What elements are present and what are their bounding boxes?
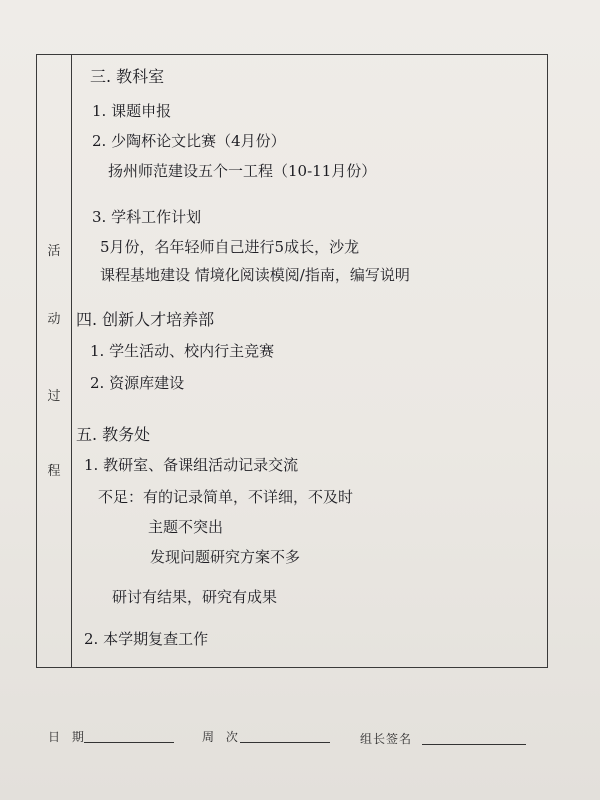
- label-column: [37, 55, 72, 667]
- label-char-2: 动: [47, 312, 61, 327]
- label-char-4: 程: [47, 464, 61, 479]
- list-item-detail: 研讨有结果，研究有成果: [112, 588, 278, 606]
- list-item-detail: 课程基地建设 情境化阅读模阅/指南，编写说明: [100, 266, 410, 284]
- list-item: 2. 少陶杯论文比赛（4月份）: [92, 132, 286, 150]
- label-char-1: 活: [47, 244, 61, 259]
- list-item: 2. 资源库建设: [90, 374, 185, 392]
- week-label: 周 次: [202, 730, 242, 744]
- list-item: 1. 课题申报: [92, 102, 172, 120]
- section-heading: 四. 创新人才培养部: [76, 310, 215, 329]
- list-item-continuation: 扬州师范建设五个一工程（10-11月份）: [108, 162, 377, 180]
- section-heading: 五. 教务处: [76, 425, 151, 444]
- list-item-detail: 5月份，名年轻师自己进行5成长，沙龙: [100, 238, 360, 256]
- list-item: 1. 学生活动、校内行主竞赛: [90, 342, 275, 360]
- date-label: 日 期: [48, 730, 88, 744]
- bleed-through-header: [90, 0, 520, 24]
- week-field-line[interactable]: [240, 742, 330, 743]
- list-item-detail: 发现问题研究方案不多: [150, 548, 301, 566]
- signature-field-line[interactable]: [422, 744, 526, 745]
- list-item-detail: 不足：有的记录简单，不详细，不及时: [98, 488, 354, 506]
- list-item: 1. 教研室、备课组活动记录交流: [84, 456, 299, 474]
- list-item: 2. 本学期复查工作: [84, 630, 209, 648]
- date-field-line[interactable]: [84, 742, 174, 743]
- leader-signature-label: 组长签名: [360, 732, 413, 746]
- label-char-3: 过: [47, 389, 61, 404]
- list-item-detail: 主题不突出: [148, 518, 224, 536]
- list-item: 3. 学科工作计划: [92, 208, 202, 226]
- section-heading: 三. 教科室: [90, 67, 165, 86]
